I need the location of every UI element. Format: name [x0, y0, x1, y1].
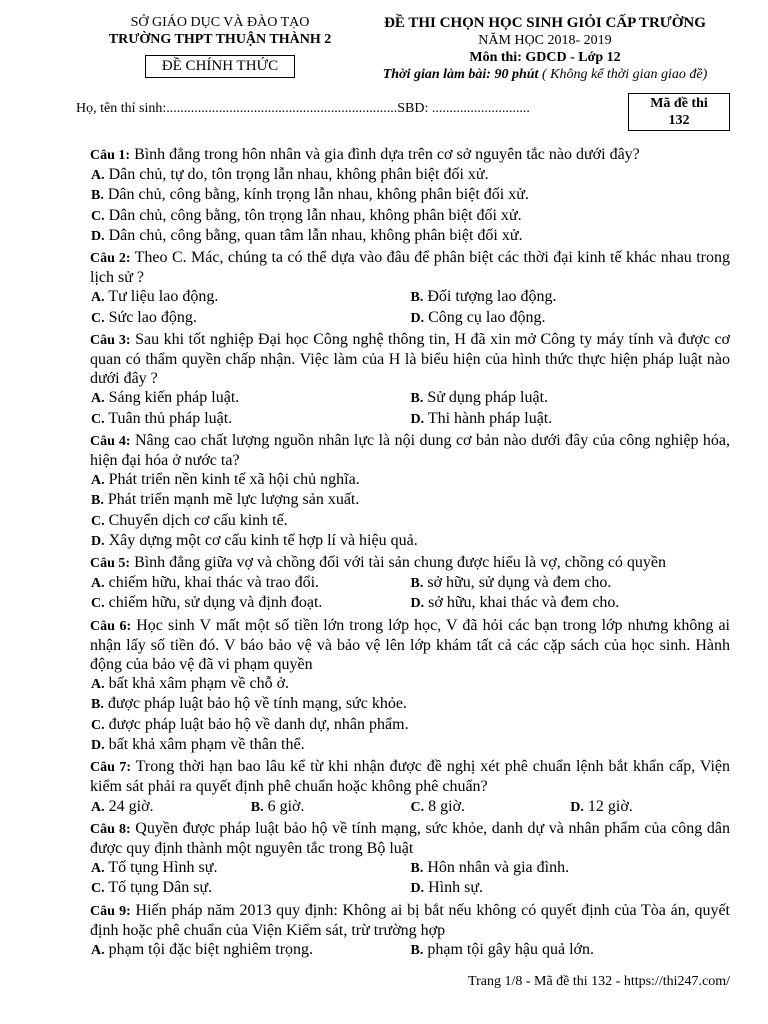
option-letter: A. [91, 576, 105, 592]
option-text: Sử dụng pháp luật. [423, 389, 549, 407]
question-9 [90, 901, 730, 961]
answer-options [90, 674, 730, 755]
question-stem: Theo C. Mác, chúng ta có thể dựa vào đâu để phân biệt các thời đại kinh tế khác nhau trong lịch sử ? [90, 249, 730, 287]
answer-option [411, 858, 731, 878]
question-8 [90, 819, 730, 899]
option-letter: C. [91, 310, 105, 326]
option-letter: D. [410, 596, 425, 612]
answer-option [411, 409, 731, 429]
answer-option [411, 573, 731, 593]
answer-options [90, 573, 730, 613]
question-stem: Quyền được pháp luật bảo hộ về tính mạng, sức khỏe, danh dự và nhân phẩm của công dân được quy định thành một nguyên tắc trong Bộ luật [90, 819, 731, 857]
question-number: Câu 9: [90, 903, 131, 919]
answer-option [91, 735, 730, 755]
exam-title: ĐỀ THI CHỌN HỌC SINH GIỎI CẤP TRƯỜNG [384, 15, 706, 31]
answer-option [91, 308, 411, 328]
option-letter: D. [91, 228, 105, 244]
candidate-info-row [76, 96, 730, 143]
answer-option [91, 694, 730, 714]
option-letter: C. [91, 513, 105, 529]
option-text: Phát triển mạnh mẽ lực lượng sản xuất. [103, 491, 360, 509]
answer-option [411, 308, 731, 328]
exam-code-label: Mã đề thi [650, 96, 708, 111]
question-number: Câu 5: [90, 556, 131, 572]
question-text [90, 901, 730, 940]
official-exam-label: ĐỀ CHÍNH THỨC [145, 55, 295, 78]
option-text: được pháp luật bảo hộ về tính mạng, sức khỏe. [103, 695, 407, 713]
answer-option [91, 490, 730, 510]
question-text [90, 553, 730, 573]
answer-option [411, 287, 731, 307]
answer-option [91, 715, 730, 735]
exam-subject: Môn thi: GDCD - Lớp 12 [469, 50, 621, 65]
answer-options [90, 165, 730, 246]
header-left [90, 14, 350, 83]
option-letter: C. [410, 799, 425, 815]
option-text: Sức lao động. [104, 308, 197, 326]
option-text: Tố tụng Dân sự. [104, 879, 213, 897]
option-text: bất khả xâm phạm về chỗ ở. [104, 675, 290, 693]
option-letter: C. [91, 717, 105, 733]
option-text: Xây dựng một cơ cấu kinh tế hợp lí và hiệu quả. [104, 531, 418, 549]
answer-option [411, 593, 731, 613]
option-letter: B. [410, 576, 424, 592]
answer-option [411, 878, 731, 898]
question-stem: Nâng cao chất lượng nguồn nhân lực là nội dung cơ bản nào dưới đây của công nghiệp hóa, hiện đại hóa ở nước ta? [90, 431, 730, 470]
answer-option [91, 797, 251, 817]
option-text: Phát triển nền kinh tế xã hội chủ nghĩa. [104, 471, 360, 489]
duration-label: Thời gian làm bài: 90 phút [382, 67, 539, 82]
question-2 [90, 248, 730, 328]
question-text [90, 248, 730, 287]
option-text: phạm tội gây hậu quả lớn. [423, 940, 594, 958]
answer-option [91, 858, 411, 878]
answer-option [91, 185, 730, 205]
duration-note: ( Không kể thời gian giao đề) [538, 67, 708, 82]
answer-option [91, 470, 730, 490]
option-text: Tư liệu lao động. [104, 288, 219, 306]
option-text: Hình sự. [424, 879, 484, 897]
answer-option [570, 797, 730, 817]
question-1 [90, 145, 730, 246]
option-text: Đối tượng lao động. [423, 288, 557, 306]
answer-option [91, 226, 730, 246]
question-7 [90, 757, 730, 817]
option-letter: A. [91, 861, 105, 877]
answer-option [91, 593, 411, 613]
option-text: phạm tội đặc biệt nghiêm trọng. [104, 940, 314, 958]
answer-option [91, 674, 730, 694]
option-text: Dân chủ, công bằng, kính trọng lẫn nhau, không phân biệt đối xử. [103, 186, 529, 204]
option-text: được pháp luật bảo hộ về danh dự, nhân phẩm. [104, 715, 409, 733]
answer-option [91, 940, 411, 960]
question-number: Câu 8: [90, 821, 131, 837]
question-text [90, 616, 730, 675]
option-text: Thi hành pháp luật. [424, 409, 553, 427]
answer-option [411, 388, 731, 408]
page-footer: Trang 1/8 - Mã đề thi 132 - https://thi247.com/ [468, 974, 730, 989]
answer-option [91, 878, 411, 898]
question-text [90, 819, 730, 858]
department-name: SỞ GIÁO DỤC VÀ ĐÀO TẠO [130, 15, 310, 30]
option-text: chiếm hữu, khai thác và trao đổi. [104, 574, 320, 592]
option-text: bất khả xâm phạm về thân thể. [104, 735, 305, 753]
option-letter: B. [250, 799, 264, 815]
answer-options [90, 287, 730, 327]
answer-options [90, 388, 730, 428]
option-text: 6 giờ. [263, 797, 305, 815]
option-letter: A. [91, 391, 105, 407]
question-text [90, 145, 730, 165]
option-letter: B. [91, 697, 104, 713]
option-letter: C. [91, 208, 105, 224]
question-stem: Học sinh V mất một số tiền lớn trong lớp học, V đã hỏi các bạn trong lớp nhưng không ai nhận lấy số tiền đó. V báo bảo vệ và bảo vệ lên lớp khám tất cả các cặp sách của học sinh. Hành động của bảo vệ đã vi phạm quyền [90, 616, 731, 674]
option-letter: B. [410, 290, 424, 306]
question-text [90, 431, 730, 470]
option-text: 24 giờ. [104, 797, 154, 815]
option-letter: A. [91, 290, 105, 306]
option-text: Chuyển dịch cơ cấu kinh tế. [104, 511, 288, 529]
option-letter: A. [91, 473, 105, 489]
answer-option [91, 287, 411, 307]
exam-duration [360, 66, 730, 83]
question-number: Câu 4: [90, 433, 131, 449]
question-number: Câu 2: [90, 251, 131, 267]
option-text: Hôn nhân và gia đình. [423, 859, 570, 877]
option-text: sở hữu, khai thác và đem cho. [424, 594, 620, 612]
candidate-name-line: Họ, tên thí sinh:..................................................................SBD: ............................ [76, 101, 530, 116]
option-letter: B. [410, 861, 424, 877]
option-letter: A. [91, 799, 105, 815]
answer-option [411, 940, 731, 960]
question-number: Câu 7: [90, 760, 132, 776]
answer-option [91, 573, 411, 593]
option-text: Tố tụng Hình sự. [104, 859, 218, 877]
option-letter: D. [570, 799, 584, 815]
school-year: NĂM HỌC 2018- 2019 [478, 33, 612, 48]
question-4 [90, 431, 730, 551]
question-stem: Hiến pháp năm 2013 quy định: Không ai bị bắt nếu không có quyết định của Tòa án, quyết định hoặc phê chuẩn của Viện Kiểm sát, trừ trường hợp [90, 901, 730, 939]
question-number: Câu 6: [90, 618, 132, 634]
question-stem: Trong thời hạn bao lâu kể từ khi nhận được đề nghị xét phê chuẩn lệnh bắt khẩn cấp, Viện kiểm sát phải ra quyết định phê chuẩn hoặc không phê chuẩn? [90, 758, 731, 796]
answer-options [90, 470, 730, 551]
option-text: Công cụ lao động. [424, 308, 546, 326]
question-5 [90, 553, 730, 614]
option-letter: A. [91, 942, 105, 958]
answer-option [91, 511, 730, 531]
option-letter: D. [91, 737, 105, 753]
option-text: Dân chủ, công bằng, quan tâm lẫn nhau, không phân biệt đối xử. [104, 226, 523, 244]
option-text: Dân chủ, tự do, tôn trọng lẫn nhau, không phân biệt đối xử. [104, 166, 489, 184]
question-number: Câu 3: [90, 332, 131, 348]
option-letter: D. [410, 881, 425, 897]
question-text [90, 757, 730, 796]
answer-option [91, 531, 730, 551]
question-stem: Bình đẳng trong hôn nhân và gia đình dựa trên cơ sở nguyên tắc nào dưới đây? [130, 146, 640, 163]
question-list [90, 145, 730, 960]
option-text: 8 giờ. [424, 797, 466, 815]
option-text: Tuân thủ pháp luật. [104, 409, 233, 427]
option-letter: A. [91, 168, 105, 184]
option-letter: B. [91, 493, 104, 509]
exam-code-value: 132 [668, 113, 690, 128]
option-text: Dân chủ, công bằng, tôn trọng lẫn nhau, không phân biệt đối xử. [104, 206, 522, 224]
option-letter: D. [410, 310, 425, 326]
answer-options [90, 940, 730, 960]
option-letter: D. [410, 411, 425, 427]
option-letter: C. [91, 881, 105, 897]
option-text: sở hữu, sử dụng và đem cho. [423, 574, 612, 592]
option-letter: C. [91, 411, 105, 427]
option-letter: B. [410, 942, 424, 958]
question-3 [90, 330, 730, 429]
answer-options [90, 797, 730, 817]
question-stem: Bình đẳng giữa vợ và chồng đối với tài sản chung được hiểu là vợ, chồng có quyền [130, 554, 667, 572]
answer-options [90, 858, 730, 898]
exam-header [90, 14, 730, 83]
option-letter: C. [91, 596, 105, 612]
option-letter: B. [91, 188, 104, 204]
exam-code-box [628, 93, 730, 131]
answer-option [411, 797, 571, 817]
question-text [90, 330, 730, 389]
option-letter: B. [410, 391, 424, 407]
question-stem: Sau khi tốt nghiệp Đại học Công nghệ thông tin, H đã xin mở Công ty máy tính và được cơ quan có thẩm quyền chấp nhận. Việc làm của H là biểu hiện của hình thức thực hiện pháp luật nào dưới đây ? [90, 330, 731, 388]
answer-option [251, 797, 411, 817]
option-text: 12 giờ. [583, 797, 633, 815]
answer-option [91, 165, 730, 185]
option-letter: D. [91, 533, 105, 549]
school-name: TRƯỜNG THPT THUẬN THÀNH 2 [108, 32, 332, 47]
answer-option [91, 206, 730, 226]
answer-option [91, 388, 411, 408]
option-text: Sáng kiến pháp luật. [104, 389, 240, 407]
question-6 [90, 616, 730, 755]
header-right [360, 14, 730, 83]
answer-option [91, 409, 411, 429]
option-text: chiếm hữu, sử dụng và định đoạt. [104, 594, 323, 612]
question-number: Câu 1: [90, 148, 131, 163]
option-letter: A. [91, 677, 105, 693]
